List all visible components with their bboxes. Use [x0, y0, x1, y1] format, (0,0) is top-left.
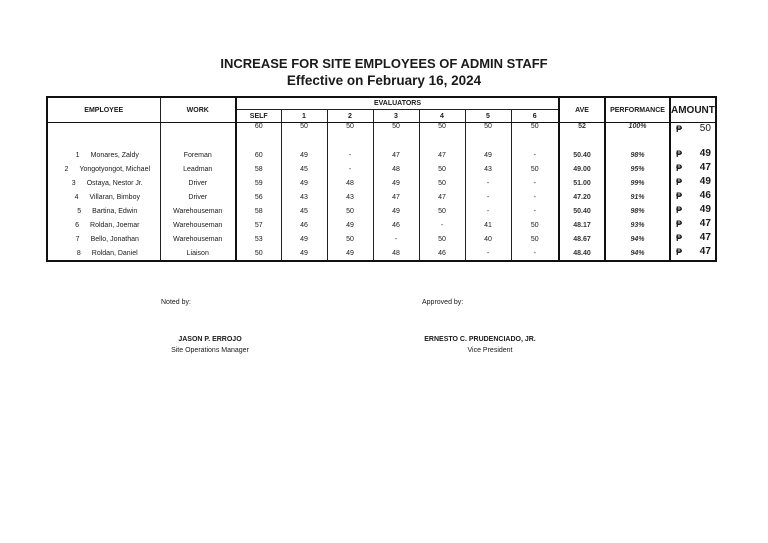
self-score: 59 [236, 176, 281, 190]
header-ave: AVE [559, 97, 605, 123]
evaluator-2-score: 50 [327, 232, 373, 246]
evaluator-4-score: 46 [419, 246, 465, 261]
average-cell: 49.00 [559, 162, 605, 176]
table-row [47, 190, 716, 204]
header-evaluator-2: 2 [327, 110, 373, 123]
max-e3: 50 [373, 123, 419, 139]
evaluator-5-score: - [465, 190, 511, 204]
employee-cell: 6 Roldan, Joemar [47, 218, 160, 232]
table-row [47, 204, 716, 218]
evaluator-6-score: 50 [511, 232, 559, 246]
evaluator-3-score: 49 [373, 204, 419, 218]
work-cell: Driver [160, 190, 236, 204]
average-cell: 47.20 [559, 190, 605, 204]
table-row [47, 246, 716, 261]
evaluator-2-score: - [327, 162, 373, 176]
document-subtitle: Effective on February 16, 2024 [286, 73, 482, 88]
employee-cell: 2 Yongotyongot, Michael [47, 162, 160, 176]
max-e1: 50 [281, 123, 327, 139]
evaluator-1-score: 43 [281, 190, 327, 204]
average-cell: 48.40 [559, 246, 605, 261]
evaluator-3-score: 47 [373, 190, 419, 204]
evaluator-6-score: - [511, 148, 559, 162]
performance-cell: 91% [605, 190, 670, 204]
evaluator-3-score: 48 [373, 162, 419, 176]
max-ave: 52 [559, 123, 605, 139]
evaluator-6-score: - [511, 246, 559, 261]
average-cell: 50.40 [559, 148, 605, 162]
approved-by-title: Vice President [467, 347, 513, 354]
evaluator-6-score: - [511, 204, 559, 218]
evaluator-4-score: - [419, 218, 465, 232]
amount-cell: ₱ 47 [670, 246, 716, 261]
amount-cell: ₱ 49 [670, 204, 716, 218]
max-amount: ₱ 50 [670, 123, 716, 139]
performance-cell: 95% [605, 162, 670, 176]
work-cell: Warehouseman [160, 218, 236, 232]
amount-cell: ₱ 47 [670, 218, 716, 232]
max-performance: 100% [605, 123, 670, 139]
peso-icon: ₱ [676, 219, 683, 229]
work-cell: Warehouseman [160, 204, 236, 218]
employee-cell: 1 Monares, Zaldy [47, 148, 160, 162]
peso-icon: ₱ [676, 163, 683, 173]
evaluator-2-score: 49 [327, 246, 373, 261]
evaluator-4-score: 50 [419, 204, 465, 218]
evaluator-4-score: 47 [419, 148, 465, 162]
evaluator-1-score: 46 [281, 218, 327, 232]
evaluator-4-score: 50 [419, 162, 465, 176]
self-score: 56 [236, 190, 281, 204]
max-e5: 50 [465, 123, 511, 139]
evaluator-5-score: 43 [465, 162, 511, 176]
evaluator-5-score: 41 [465, 218, 511, 232]
evaluator-6-score: 50 [511, 162, 559, 176]
header-work: WORK [160, 97, 236, 123]
amount-cell: ₱ 47 [670, 232, 716, 246]
max-score-row [47, 123, 716, 139]
work-cell: Leadman [160, 162, 236, 176]
peso-icon: ₱ [676, 205, 683, 215]
evaluator-4-score: 50 [419, 176, 465, 190]
approved-by-name: ERNESTO C. PRUDENCIADO, JR. [424, 336, 536, 343]
self-score: 53 [236, 232, 281, 246]
evaluator-5-score: - [465, 204, 511, 218]
amount-cell: ₱ 47 [670, 162, 716, 176]
evaluator-5-score: - [465, 246, 511, 261]
header-employee: EMPLOYEE [47, 97, 160, 123]
table-row [47, 148, 716, 162]
header-evaluator-4: 4 [419, 110, 465, 123]
peso-icon: ₱ [676, 233, 683, 243]
evaluator-2-score: 50 [327, 204, 373, 218]
self-score: 58 [236, 204, 281, 218]
header-evaluator-1: 1 [281, 110, 327, 123]
header-performance: PERFORMANCE [605, 97, 670, 123]
self-score: 58 [236, 162, 281, 176]
evaluator-2-score: 43 [327, 190, 373, 204]
header-self: SELF [236, 110, 281, 123]
evaluator-6-score: - [511, 190, 559, 204]
evaluator-3-score: 47 [373, 148, 419, 162]
work-cell: Warehouseman [160, 232, 236, 246]
header-evaluator-5: 5 [465, 110, 511, 123]
evaluator-2-score: 49 [327, 218, 373, 232]
average-cell: 48.17 [559, 218, 605, 232]
approved-by-label: Approved by: [422, 299, 464, 306]
max-self: 60 [236, 123, 281, 139]
evaluator-1-score: 45 [281, 162, 327, 176]
peso-icon: ₱ [676, 124, 683, 134]
table-row [47, 232, 716, 246]
performance-cell: 94% [605, 246, 670, 261]
work-cell: Driver [160, 176, 236, 190]
average-cell: 50.40 [559, 204, 605, 218]
evaluator-1-score: 49 [281, 148, 327, 162]
employee-cell: 4 Villaran, Bimboy [47, 190, 160, 204]
amount-cell: ₱ 46 [670, 190, 716, 204]
average-cell: 51.00 [559, 176, 605, 190]
employee-cell: 5 Bartina, Edwin [47, 204, 160, 218]
header-amount: AMOUNT [670, 97, 716, 123]
performance-cell: 99% [605, 176, 670, 190]
work-cell: Liaison [160, 246, 236, 261]
employee-cell: 8 Roldan, Daniel [47, 246, 160, 261]
header-evaluator-6: 6 [511, 110, 559, 123]
table-row [47, 218, 716, 232]
evaluator-2-score: - [327, 148, 373, 162]
evaluator-2-score: 48 [327, 176, 373, 190]
evaluator-4-score: 50 [419, 232, 465, 246]
noted-by-label: Noted by: [161, 299, 191, 306]
employee-cell: 7 Bello, Jonathan [47, 232, 160, 246]
evaluator-3-score: 46 [373, 218, 419, 232]
evaluator-1-score: 49 [281, 176, 327, 190]
average-cell: 48.67 [559, 232, 605, 246]
performance-cell: 98% [605, 148, 670, 162]
performance-cell: 93% [605, 218, 670, 232]
peso-icon: ₱ [676, 149, 683, 159]
max-e2: 50 [327, 123, 373, 139]
self-score: 60 [236, 148, 281, 162]
self-score: 50 [236, 246, 281, 261]
evaluator-4-score: 47 [419, 190, 465, 204]
max-e4: 50 [419, 123, 465, 139]
performance-cell: 98% [605, 204, 670, 218]
amount-cell: ₱ 49 [670, 148, 716, 162]
self-score: 57 [236, 218, 281, 232]
table-row [47, 162, 716, 176]
evaluator-5-score: - [465, 176, 511, 190]
header-evaluator-3: 3 [373, 110, 419, 123]
evaluator-1-score: 49 [281, 246, 327, 261]
peso-icon: ₱ [676, 177, 683, 187]
max-e6: 50 [511, 123, 559, 139]
header-evaluators: EVALUATORS [236, 97, 559, 110]
amount-cell: ₱ 49 [670, 176, 716, 190]
employee-cell: 3 Ostaya, Nestor Jr. [47, 176, 160, 190]
increase-table [46, 96, 717, 262]
work-cell: Foreman [160, 148, 236, 162]
evaluator-6-score: 50 [511, 218, 559, 232]
peso-icon: ₱ [676, 247, 683, 257]
evaluator-3-score: 49 [373, 176, 419, 190]
evaluator-1-score: 49 [281, 232, 327, 246]
peso-icon: ₱ [676, 191, 683, 201]
evaluator-3-score: - [373, 232, 419, 246]
evaluator-3-score: 48 [373, 246, 419, 261]
evaluator-5-score: 49 [465, 148, 511, 162]
document-title: INCREASE FOR SITE EMPLOYEES OF ADMIN STAFF [220, 56, 548, 71]
performance-cell: 94% [605, 232, 670, 246]
evaluator-1-score: 45 [281, 204, 327, 218]
evaluator-6-score: - [511, 176, 559, 190]
noted-by-title: Site Operations Manager [171, 347, 249, 354]
noted-by-name: JASON P. ERROJO [178, 336, 242, 343]
table-row [47, 176, 716, 190]
evaluator-5-score: 40 [465, 232, 511, 246]
